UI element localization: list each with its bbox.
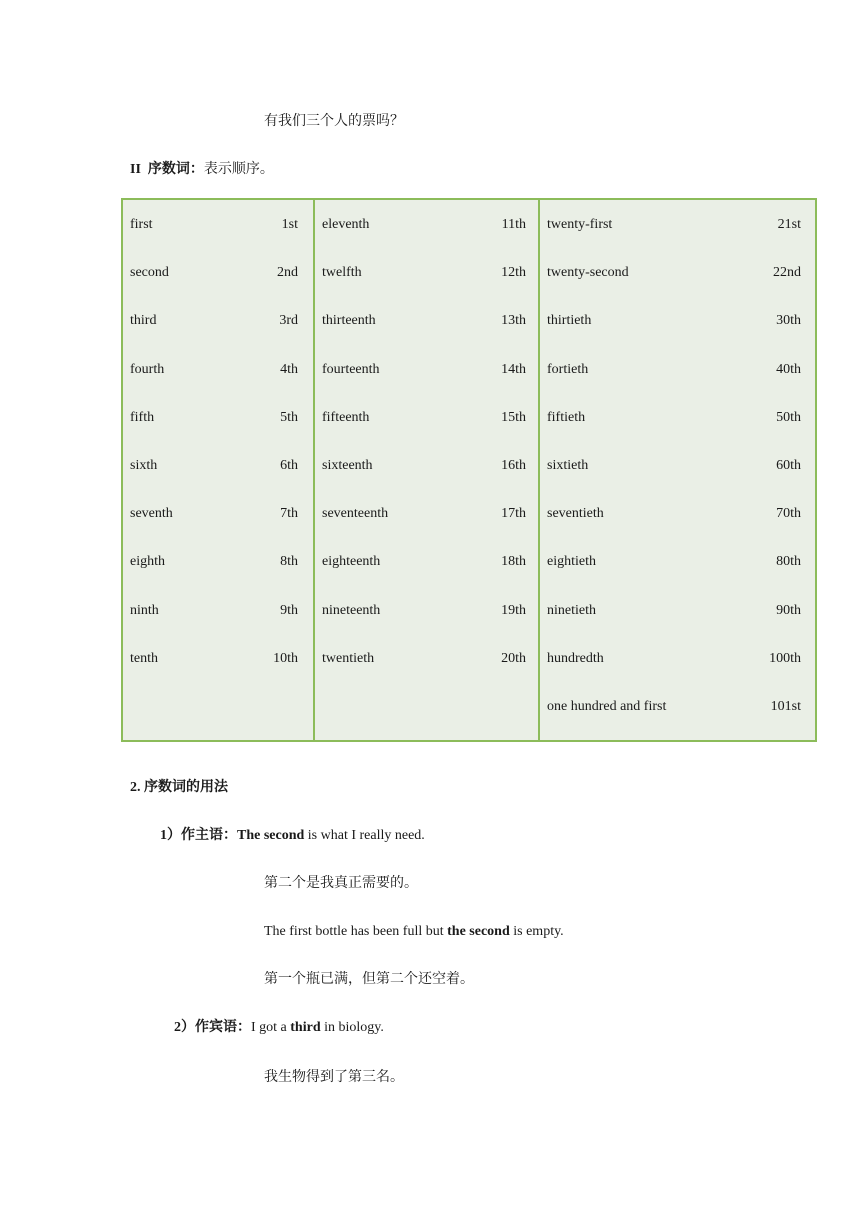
ordinal-abbreviation: 8th — [280, 554, 298, 570]
ordinal-word: seventh — [130, 506, 173, 522]
ordinal-abbreviation: 30th — [776, 313, 801, 329]
ordinal-abbreviation: 60th — [776, 458, 801, 473]
top-sentence: 有我们三个人的票吗？ — [264, 114, 404, 129]
item1-ex2-pre: The first bottle has been full but — [264, 924, 448, 939]
ordinal-word: thirtieth — [547, 313, 592, 329]
ordinal-abbreviation: 15th — [501, 409, 526, 425]
ordinal-abbreviation: 40th — [776, 361, 801, 377]
ordinal-abbreviation: 10th — [273, 650, 298, 666]
ordinal-abbreviation: 3rd — [279, 313, 298, 329]
ordinal-word: twenty-first — [547, 217, 613, 232]
section-label: II — [130, 162, 141, 177]
ordinal-abbreviation: 9th — [280, 602, 298, 618]
ordinal-word: twentieth — [322, 650, 375, 666]
ordinal-word: sixth — [130, 458, 158, 473]
ordinal-word: nineteenth — [322, 602, 381, 618]
item1-ex2-bold: the second — [447, 924, 510, 939]
ordinal-word: ninetieth — [547, 602, 596, 618]
ordinal-word: ninth — [130, 602, 159, 618]
ordinal-word: seventieth — [547, 506, 604, 522]
table-column-2 — [315, 200, 540, 740]
usage-heading-text: 序数词的用法 — [144, 780, 228, 795]
ordinal-word: fifth — [130, 409, 155, 425]
ordinal-word: thirteenth — [322, 313, 376, 329]
ordinal-abbreviation: 101st — [770, 699, 801, 714]
ordinal-abbreviation: 7th — [280, 506, 298, 522]
ordinal-abbreviation: 50th — [776, 409, 801, 425]
ordinal-word: eighth — [130, 554, 165, 570]
ordinal-abbreviation: 6th — [280, 458, 298, 473]
ordinal-word: seventeenth — [322, 506, 389, 522]
ordinal-abbreviation: 90th — [776, 602, 801, 618]
ordinal-abbreviation: 13th — [501, 313, 526, 329]
ordinal-word: eleventh — [322, 217, 370, 232]
ordinal-word: second — [130, 265, 169, 281]
ordinal-word: fortieth — [547, 361, 589, 377]
item2-ex1-post: in biology. — [320, 1020, 384, 1035]
ordinal-word: third — [130, 313, 157, 329]
table-column-3 — [540, 200, 815, 740]
ordinal-word: fifteenth — [322, 409, 370, 425]
ordinal-word: sixteenth — [322, 458, 373, 473]
item2-ex1-bold: third — [290, 1020, 321, 1035]
ordinal-abbreviation: 2nd — [277, 265, 298, 281]
usage-item-1 — [160, 827, 425, 845]
ordinal-abbreviation: 5th — [280, 409, 298, 425]
ordinal-word: first — [130, 217, 153, 232]
ordinal-abbreviation: 18th — [501, 554, 526, 570]
ordinal-abbreviation: 4th — [280, 361, 298, 377]
item1-ex1-translation: 第二个是我真正需要的。 — [264, 876, 418, 891]
ordinal-word: twelfth — [322, 265, 362, 281]
ordinal-abbreviation: 16th — [501, 458, 526, 473]
item1-ex1-bold: The second — [237, 828, 305, 843]
ordinal-abbreviation: 20th — [501, 650, 526, 666]
ordinal-word: twenty-second — [547, 265, 629, 281]
ordinal-abbreviation: 100th — [769, 650, 801, 666]
ordinal-abbreviation: 70th — [776, 506, 801, 522]
section-heading-ordinals — [130, 161, 274, 179]
ordinal-abbreviation: 19th — [501, 602, 526, 618]
ordinal-word: one hundred and first — [547, 699, 667, 714]
section-description: 表示顺序。 — [203, 162, 274, 177]
item1-ex2-post: is empty. — [509, 924, 564, 939]
usage-item-2 — [174, 1019, 384, 1037]
usage-heading-number: 2. — [130, 780, 141, 795]
ordinal-abbreviation: 21st — [777, 217, 801, 232]
ordinal-abbreviation: 17th — [501, 506, 526, 522]
item2-label: 2）作宾语： — [174, 1020, 251, 1035]
ordinal-word: tenth — [130, 650, 158, 666]
ordinal-table — [121, 198, 817, 742]
item1-label: 1）作主语： — [160, 828, 237, 843]
item2-ex1-translation: 我生物得到了第三名。 — [264, 1070, 404, 1085]
ordinal-abbreviation: 12th — [501, 265, 526, 281]
section-title: 序数词： — [147, 162, 204, 177]
ordinal-word: eighteenth — [322, 554, 381, 570]
ordinal-word: fourteenth — [322, 361, 380, 377]
ordinal-abbreviation: 1st — [281, 217, 298, 232]
item2-ex1-pre: I got a — [251, 1020, 291, 1035]
ordinal-word: sixtieth — [547, 458, 589, 473]
ordinal-word: fourth — [130, 361, 165, 377]
ordinal-abbreviation: 80th — [776, 554, 801, 570]
ordinal-abbreviation: 11th — [501, 217, 526, 232]
ordinal-word: hundredth — [547, 650, 604, 666]
ordinal-abbreviation: 14th — [501, 361, 526, 377]
item1-ex2 — [264, 923, 564, 941]
ordinal-word: eightieth — [547, 554, 596, 570]
item1-ex2-translation: 第一个瓶已满，但第二个还空着。 — [264, 972, 474, 987]
usage-heading — [130, 779, 228, 797]
table-column-1 — [123, 200, 315, 740]
ordinal-word: fiftieth — [547, 409, 586, 425]
ordinal-abbreviation: 22nd — [773, 265, 801, 281]
item1-ex1-rest: is what I really need. — [304, 828, 425, 843]
